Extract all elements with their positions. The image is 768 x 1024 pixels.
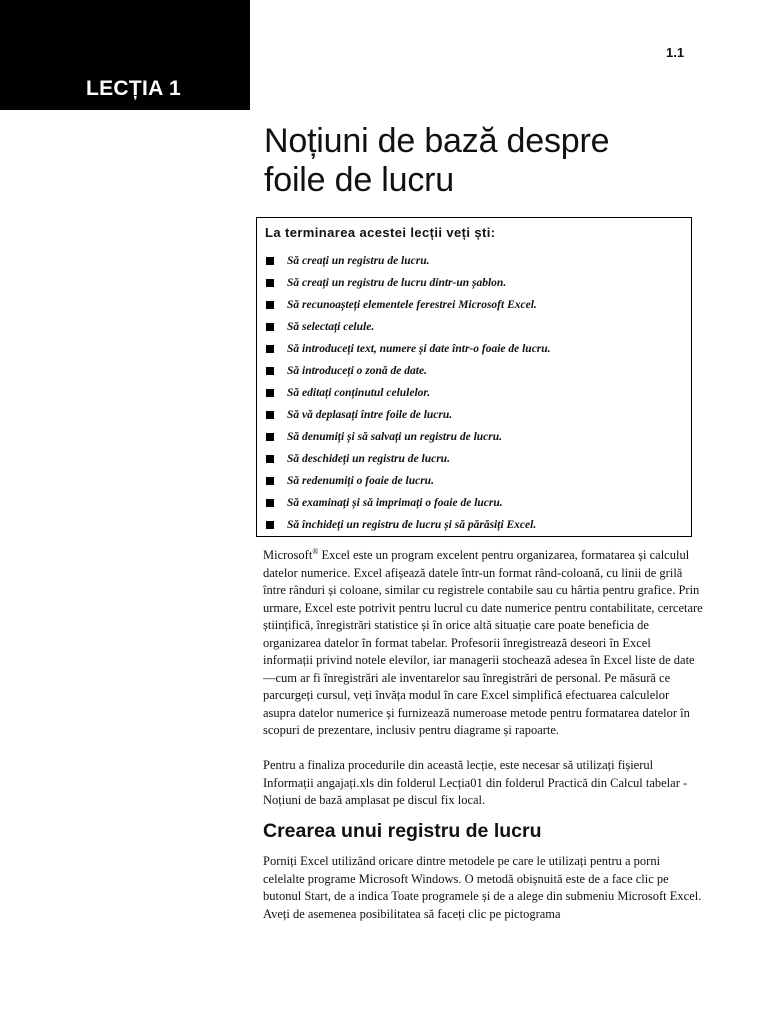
objective-text: Să creați un registru de lucru dintr-un șablon. — [287, 277, 507, 289]
objective-text: Să denumiți și să salvați un registru de lucru. — [287, 431, 503, 443]
objective-text: Să redenumiți o foaie de lucru. — [287, 475, 434, 487]
square-bullet-icon — [266, 301, 274, 309]
objectives-heading: La terminarea acestei lecții veți ști: — [265, 225, 496, 240]
title-line-1: Noțiuni de bază despre — [264, 122, 610, 160]
objective-item — [265, 342, 551, 364]
square-bullet-icon — [266, 521, 274, 529]
square-bullet-icon — [266, 257, 274, 265]
objective-item — [265, 254, 551, 276]
square-bullet-icon — [266, 345, 274, 353]
objective-item — [265, 496, 551, 518]
objectives-box — [256, 217, 692, 537]
objective-text: Să introduceți o zonă de date. — [287, 365, 427, 377]
objective-item — [265, 518, 551, 540]
objective-text: Să vă deplasați între foile de lucru. — [287, 409, 453, 421]
square-bullet-icon — [266, 499, 274, 507]
objectives-list — [265, 254, 551, 540]
page-number: 1.1 — [666, 45, 685, 60]
objective-text: Să deschideți un registru de lucru. — [287, 453, 450, 465]
square-bullet-icon — [266, 389, 274, 397]
objective-item — [265, 320, 551, 342]
objective-text: Să editați conținutul celulelor. — [287, 387, 431, 399]
objective-item — [265, 298, 551, 320]
square-bullet-icon — [266, 433, 274, 441]
objective-text: Să creați un registru de lucru. — [287, 255, 430, 267]
objective-item — [265, 276, 551, 298]
intro-paragraph — [263, 547, 703, 740]
objective-item — [265, 430, 551, 452]
objective-text: Să recunoașteți elementele ferestrei Microsoft Excel. — [287, 299, 537, 311]
section-heading: Crearea unui registru de lucru — [263, 820, 542, 842]
square-bullet-icon — [266, 477, 274, 485]
objective-item — [265, 452, 551, 474]
practice-files-paragraph: Pentru a finaliza procedurile din această lecție, este necesar să utilizați fișierul Informații angajați.xls din folderul Lecția01 din folderul Practică din Calcul tabelar - Noțiuni de bază amplasat pe discul fix local. — [263, 758, 688, 807]
registered-mark: ® — [312, 546, 319, 556]
objective-item — [265, 386, 551, 408]
square-bullet-icon — [266, 455, 274, 463]
objective-item — [265, 474, 551, 496]
square-bullet-icon — [266, 367, 274, 375]
square-bullet-icon — [266, 279, 274, 287]
objective-text: Să examinați și să imprimați o foaie de lucru. — [287, 497, 503, 509]
objective-text: Să închideți un registru de lucru și să părăsiți Excel. — [287, 519, 537, 531]
intro-text: Excel este un program excelent pentru organizarea, formatarea și calculul datelor numerice. Excel afișează datele într-un format rând-coloană, cu linii de grilă între rânduri și coloane, similar cu registrele contabile sau cu hârtia pentru grafice. Prin urmare, Excel este potrivit pentru lucrul cu date numerice pentru contabilitate, cercetare științifică, înregistrări statistice și în orice altă situație care poate beneficia de organizarea datelor în format tabelar. Profesorii înregistrează deseori în Excel informații privind notele elevilor, iar managerii stochează adesea în Excel liste de date—cum ar fi înregistrări ale inventarelor sau înregistrări de personal. Pe măsură ce parcurgeți cursul, veți învăța modul în care Excel simplifică efectuarea calculelor asupra datelor numerice și furnizează numeroase metode pentru formatarea datelor în scopuri de prezentare, inclusiv pentru diagrame și rapoarte. — [263, 548, 703, 737]
objective-text: Să selectați celule. — [287, 321, 375, 333]
objective-item — [265, 364, 551, 386]
product-name: Microsoft — [263, 548, 313, 562]
objective-text: Să introduceți text, numere și date într-o foaie de lucru. — [287, 343, 551, 355]
objective-item — [265, 408, 551, 430]
title-line-2: foile de lucru — [264, 161, 454, 199]
page-title — [264, 122, 734, 200]
square-bullet-icon — [266, 411, 274, 419]
lesson-label: LECȚIA 1 — [86, 77, 181, 100]
lesson-banner — [0, 0, 250, 110]
section-paragraph: Porniți Excel utilizând oricare dintre metodele pe care le utilizați pentru a porni celelalte programe Microsoft Windows. O metodă obișnuită este de a face clic pe butonul Start, de a indica Toate programele și de a alege din submeniu Microsoft Excel. Aveți de asemenea posibilitatea să faceți clic pe pictograma — [263, 854, 702, 921]
square-bullet-icon — [266, 323, 274, 331]
